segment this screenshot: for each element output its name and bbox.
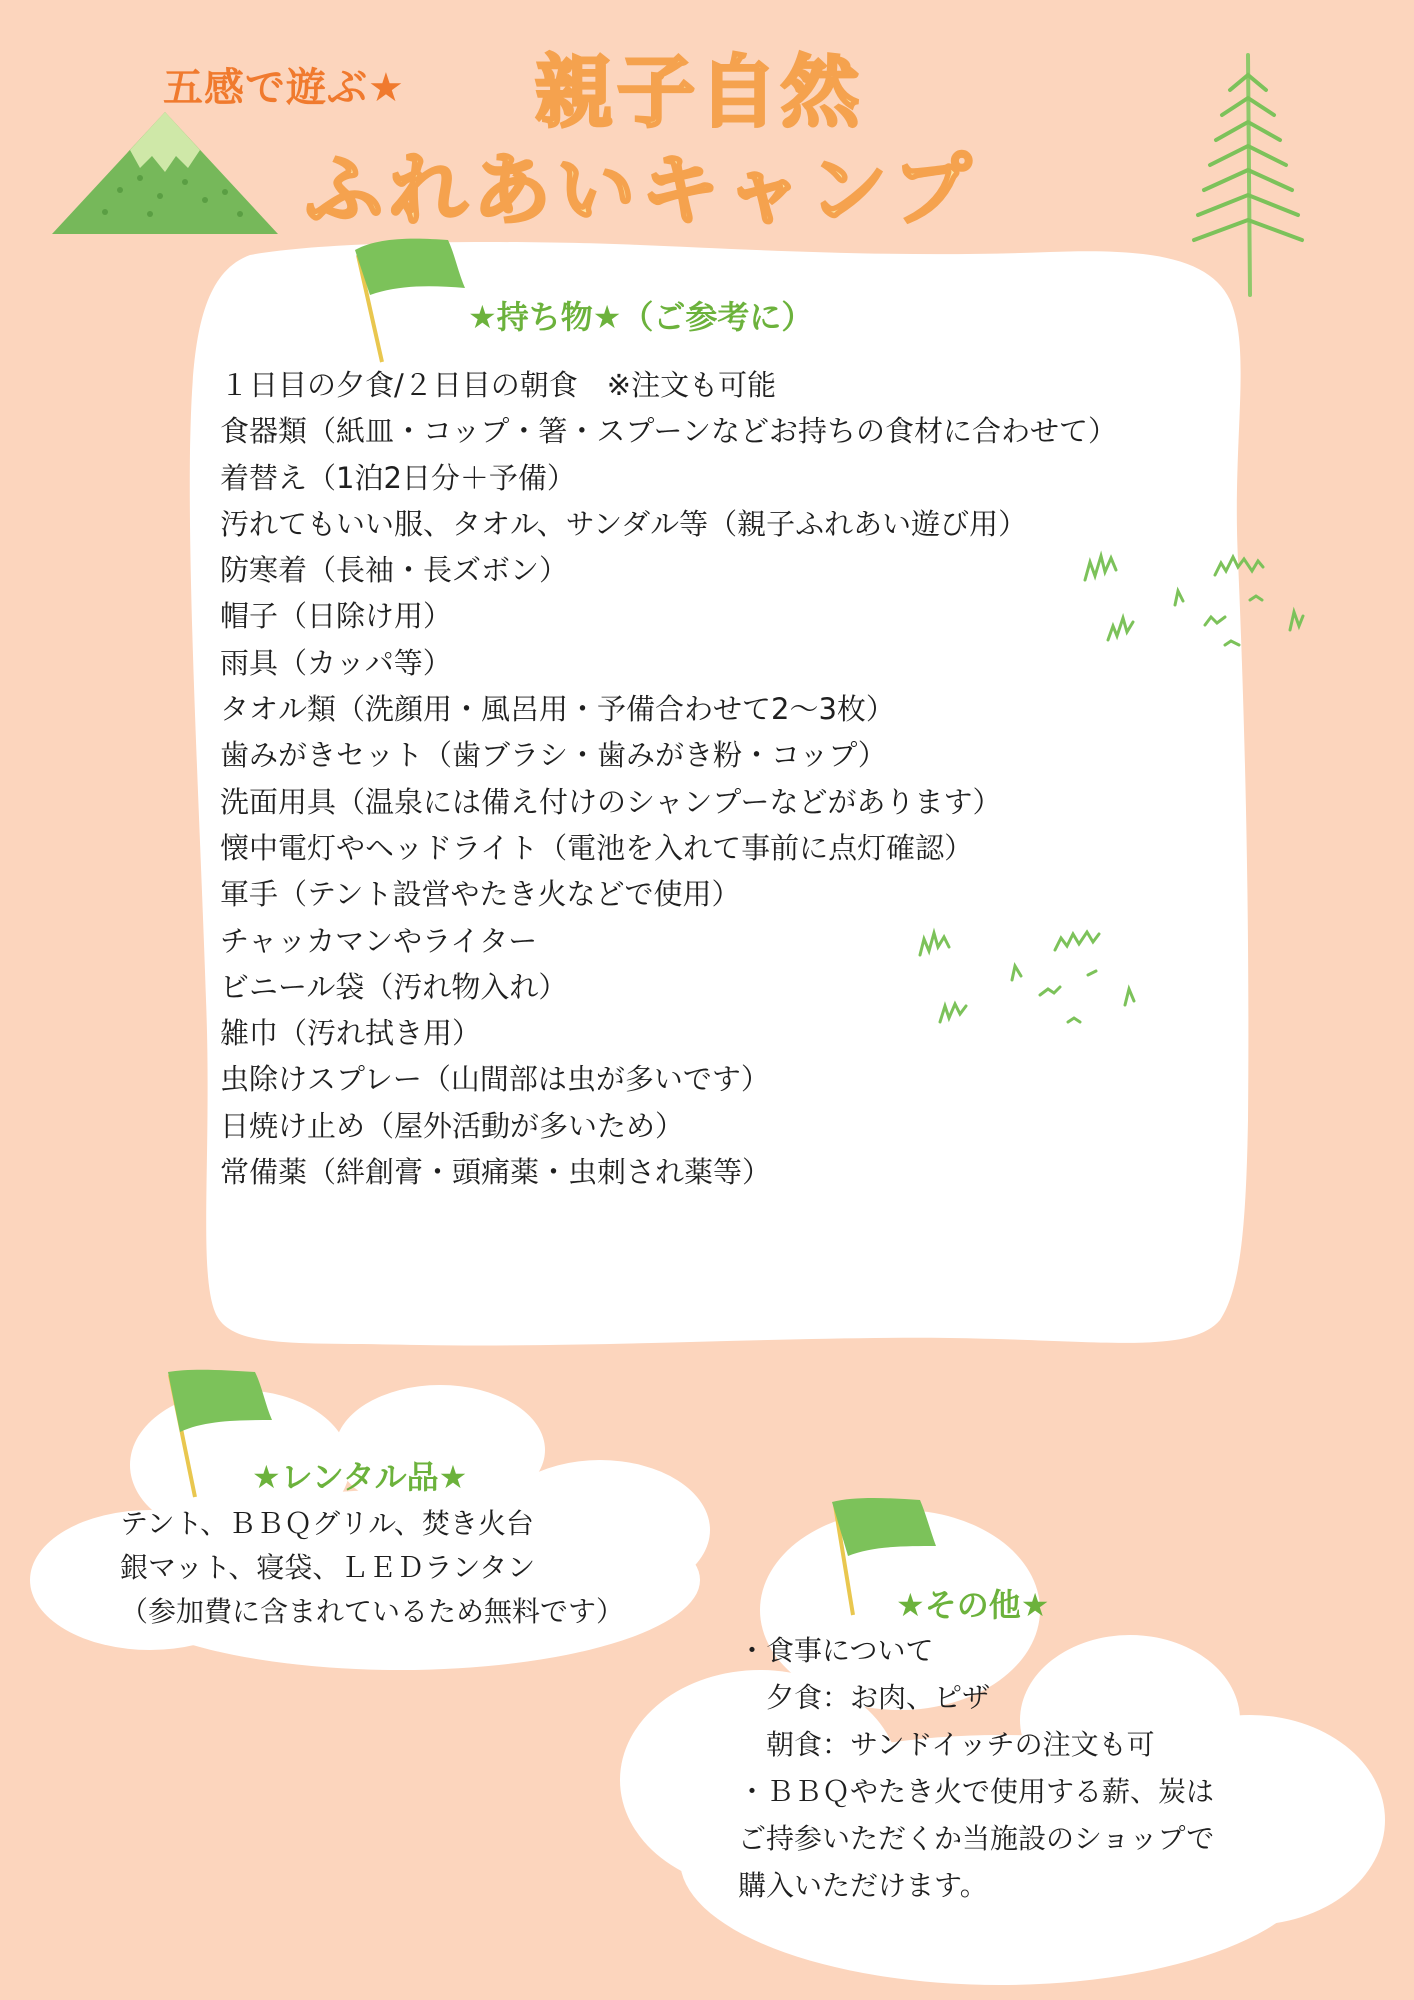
- other-line: 夕食：お肉、ピザ: [738, 1681, 991, 1714]
- other-line: ・ＢＢＱやたき火で使用する薪、炭は: [738, 1775, 1215, 1808]
- list-item: １日目の夕食/２日目の朝食 ※注文も可能: [220, 368, 777, 402]
- list-item: 軍手（テント設営やたき火などで使用）: [220, 877, 741, 912]
- rental-line: 銀マット、寝袋、ＬＥＤランタン: [120, 1551, 536, 1584]
- list-item: ビニール袋（汚れ物入れ）: [220, 969, 568, 1004]
- mountain-icon: [52, 112, 278, 234]
- other-line: 朝食：サンドイッチの注文も可: [738, 1728, 1155, 1761]
- list-item: 常備薬（絆創膏・頭痛薬・虫刺され薬等）: [220, 1155, 772, 1190]
- list-item: タオル類（洗顔用・風呂用・予備合わせて2～3枚）: [220, 692, 895, 727]
- rental-line: （参加費に含まれているため無料です）: [120, 1595, 625, 1628]
- page-title-line1: 親子自然: [535, 48, 864, 138]
- list-item: 雑巾（汚れ拭き用）: [220, 1016, 482, 1051]
- other-line: ご持参いただくか当施設のショップで: [738, 1822, 1215, 1855]
- list-item: 防寒着（長袖・長ズボン）: [220, 553, 569, 588]
- rental-line: テント、ＢＢＱグリル、焚き火台: [120, 1507, 534, 1540]
- list-item: 帽子（日除け用）: [220, 599, 453, 634]
- other-heading: ★その他★: [896, 1586, 1050, 1624]
- list-item: 雨具（カッパ等）: [220, 645, 452, 680]
- other-line: 購入いただけます。: [738, 1869, 988, 1902]
- items-heading: ★持ち物★（ご参考に）: [468, 298, 814, 336]
- list-item: 着替え（1泊2日分＋予備）: [220, 460, 576, 495]
- list-item: チャッカマンやライター: [220, 923, 538, 958]
- list-item: 虫除けスプレー（山間部は虫が多いです）: [220, 1062, 770, 1097]
- list-item: 懐中電灯やヘッドライト（電池を入れて事前に点灯確認）: [220, 830, 974, 865]
- page-title-line2: ふれあいキャンプ: [305, 146, 978, 236]
- items-list: [220, 362, 1117, 1195]
- list-item: 食器類（紙皿・コップ・箸・スプーンなどお持ちの食材に合わせて）: [220, 414, 1117, 449]
- subtitle: 五感で遊ぶ★: [163, 65, 405, 111]
- tree-icon: [1194, 55, 1302, 295]
- other-text: [738, 1627, 1214, 1909]
- list-item: 洗面用具（温泉には備え付けのシャンプーなどがあります）: [220, 784, 1002, 819]
- list-item: 歯みがきセット（歯ブラシ・歯みがき粉・コップ）: [220, 738, 887, 773]
- rental-text: [120, 1502, 624, 1634]
- list-item: 日焼け止め（屋外活動が多いため）: [220, 1108, 685, 1143]
- list-item: 汚れてもいい服、タオル、サンダル等（親子ふれあい遊び用）: [220, 506, 1028, 541]
- other-line: ・食事について: [738, 1634, 934, 1667]
- rental-heading: ★レンタル品★: [252, 1458, 468, 1496]
